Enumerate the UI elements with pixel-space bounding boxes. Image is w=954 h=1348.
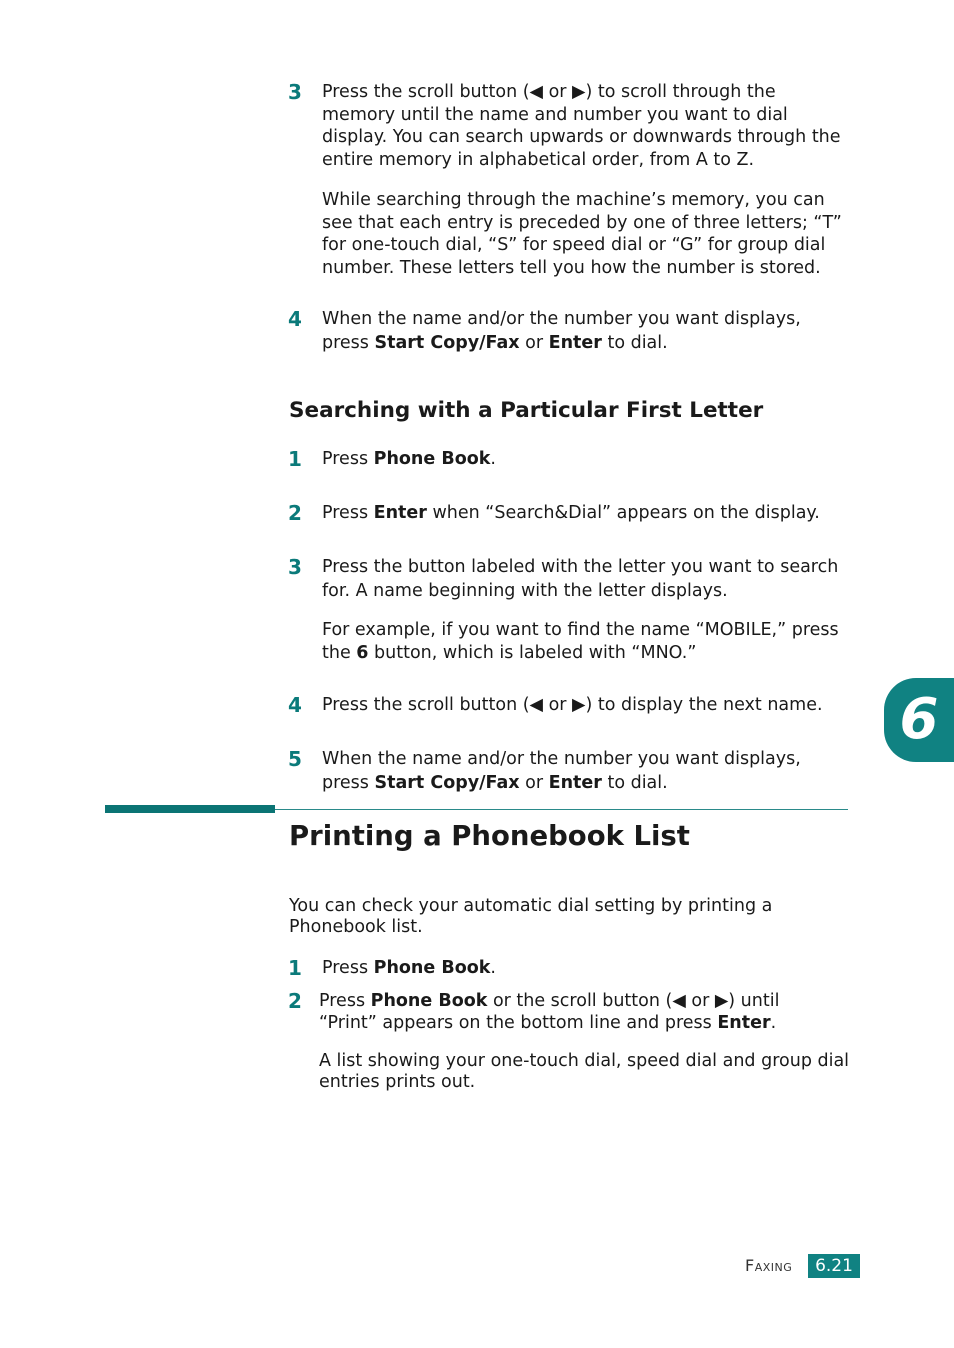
- step-text: [322, 448, 496, 471]
- text-segment: when “Search&Dial” appears on the display.: [426, 503, 820, 523]
- text-line: memory until the name and number you want to dial: [322, 104, 788, 125]
- footer-section-name: Faxing: [745, 1256, 793, 1275]
- step-number: 3: [288, 80, 302, 104]
- text-line: [322, 448, 496, 471]
- step-text: [322, 502, 820, 525]
- key-name: Start Copy/Fax: [374, 332, 520, 353]
- key-name: Enter: [548, 772, 602, 793]
- text-segment: “Print” appears on the bottom line and press: [319, 1013, 718, 1033]
- page-number: 6.21: [808, 1254, 860, 1278]
- text-line: for one-touch dial, “S” for speed dial or “G” for group dial: [322, 235, 826, 256]
- key-name: 6: [356, 643, 369, 663]
- text-segment: or the scroll button (◀ or ▶) until: [487, 991, 780, 1011]
- text-line: [322, 772, 801, 796]
- text-segment: .: [770, 1013, 777, 1033]
- text-segment: Press: [322, 503, 374, 523]
- step-number: 4: [288, 693, 302, 717]
- key-name: Phone Book: [373, 958, 491, 978]
- text-segment: button, which is labeled with “MNO.”: [368, 643, 697, 663]
- step-text: [322, 81, 841, 172]
- text-line: Press the scroll button (◀ or ▶) to display the next name.: [322, 695, 823, 715]
- step-number: 2: [288, 501, 302, 525]
- chapter-tab: 6: [884, 678, 954, 762]
- text-segment: Press: [319, 991, 371, 1011]
- text-line: For example, if you want to find the name “MOBILE,” press: [322, 620, 839, 640]
- text-line: number. These letters tell you how the number is stored.: [322, 257, 821, 278]
- key-name: Start Copy/Fax: [374, 772, 520, 793]
- text-line: entire memory in alphabetical order, from A to Z.: [322, 150, 755, 171]
- text-segment: press: [322, 772, 375, 793]
- step-number: 1: [288, 956, 302, 980]
- text-segment: .: [490, 449, 496, 469]
- text-line: A list showing your one-touch dial, speed dial and group dial: [319, 1051, 850, 1071]
- text-segment: or: [519, 772, 549, 793]
- text-line: You can check your automatic dial setting by printing a: [289, 896, 773, 916]
- step-number: 1: [288, 447, 302, 471]
- text-segment: .: [490, 958, 496, 978]
- text-line: entries prints out.: [319, 1071, 476, 1092]
- text-segment: Press: [322, 449, 374, 469]
- key-name: Enter: [717, 1013, 771, 1033]
- text-line: While searching through the machine’s memory, you can: [322, 190, 825, 210]
- text-line: [322, 642, 839, 665]
- text-line: When the name and/or the number you want displays,: [322, 749, 801, 769]
- step-number: 5: [288, 747, 302, 771]
- section-divider-line: [275, 809, 848, 810]
- text-line: for. A name beginning with the letter displays.: [322, 581, 728, 601]
- text-line: [319, 990, 779, 1012]
- section-heading: Searching with a Particular First Letter: [289, 398, 764, 423]
- step-example: [322, 619, 839, 665]
- text-line: see that each entry is preceded by one of three letters; “T”: [322, 212, 842, 233]
- text-segment: the: [322, 643, 357, 663]
- text-line: [322, 957, 496, 980]
- step-text: [319, 990, 779, 1034]
- text-line: Press the scroll button (◀ or ▶) to scroll through the: [322, 82, 776, 102]
- step-result: [319, 1051, 849, 1092]
- text-segment: to dial.: [601, 772, 668, 793]
- text-line: Press the button labeled with the letter you want to search: [322, 557, 839, 577]
- text-segment: to dial.: [601, 332, 668, 353]
- step-note: [322, 189, 842, 279]
- text-segment: Press: [322, 958, 374, 978]
- step-text: [322, 694, 823, 717]
- text-line: display. You can search upwards or downwards through the: [322, 127, 841, 148]
- text-line: [322, 332, 801, 356]
- key-name: Enter: [548, 332, 602, 353]
- step-number: 2: [288, 989, 302, 1013]
- key-name: Enter: [373, 503, 427, 523]
- text-segment: press: [322, 332, 375, 353]
- step-number: 4: [288, 307, 302, 331]
- text-line: Phonebook list.: [289, 917, 423, 937]
- text-segment: or: [519, 332, 549, 353]
- step-number: 3: [288, 555, 302, 579]
- step-text: [322, 957, 496, 980]
- step-text: [322, 308, 801, 355]
- section-intro: [289, 896, 772, 938]
- text-line: When the name and/or the number you want displays,: [322, 309, 801, 329]
- step-text: [322, 748, 801, 795]
- section-divider-bar: [105, 805, 275, 813]
- key-name: Phone Book: [370, 991, 488, 1011]
- text-line: [319, 1012, 779, 1034]
- chapter-section-title: Printing a Phonebook List: [289, 820, 690, 852]
- key-name: Phone Book: [373, 449, 491, 469]
- text-line: [322, 502, 820, 525]
- step-text: [322, 555, 838, 603]
